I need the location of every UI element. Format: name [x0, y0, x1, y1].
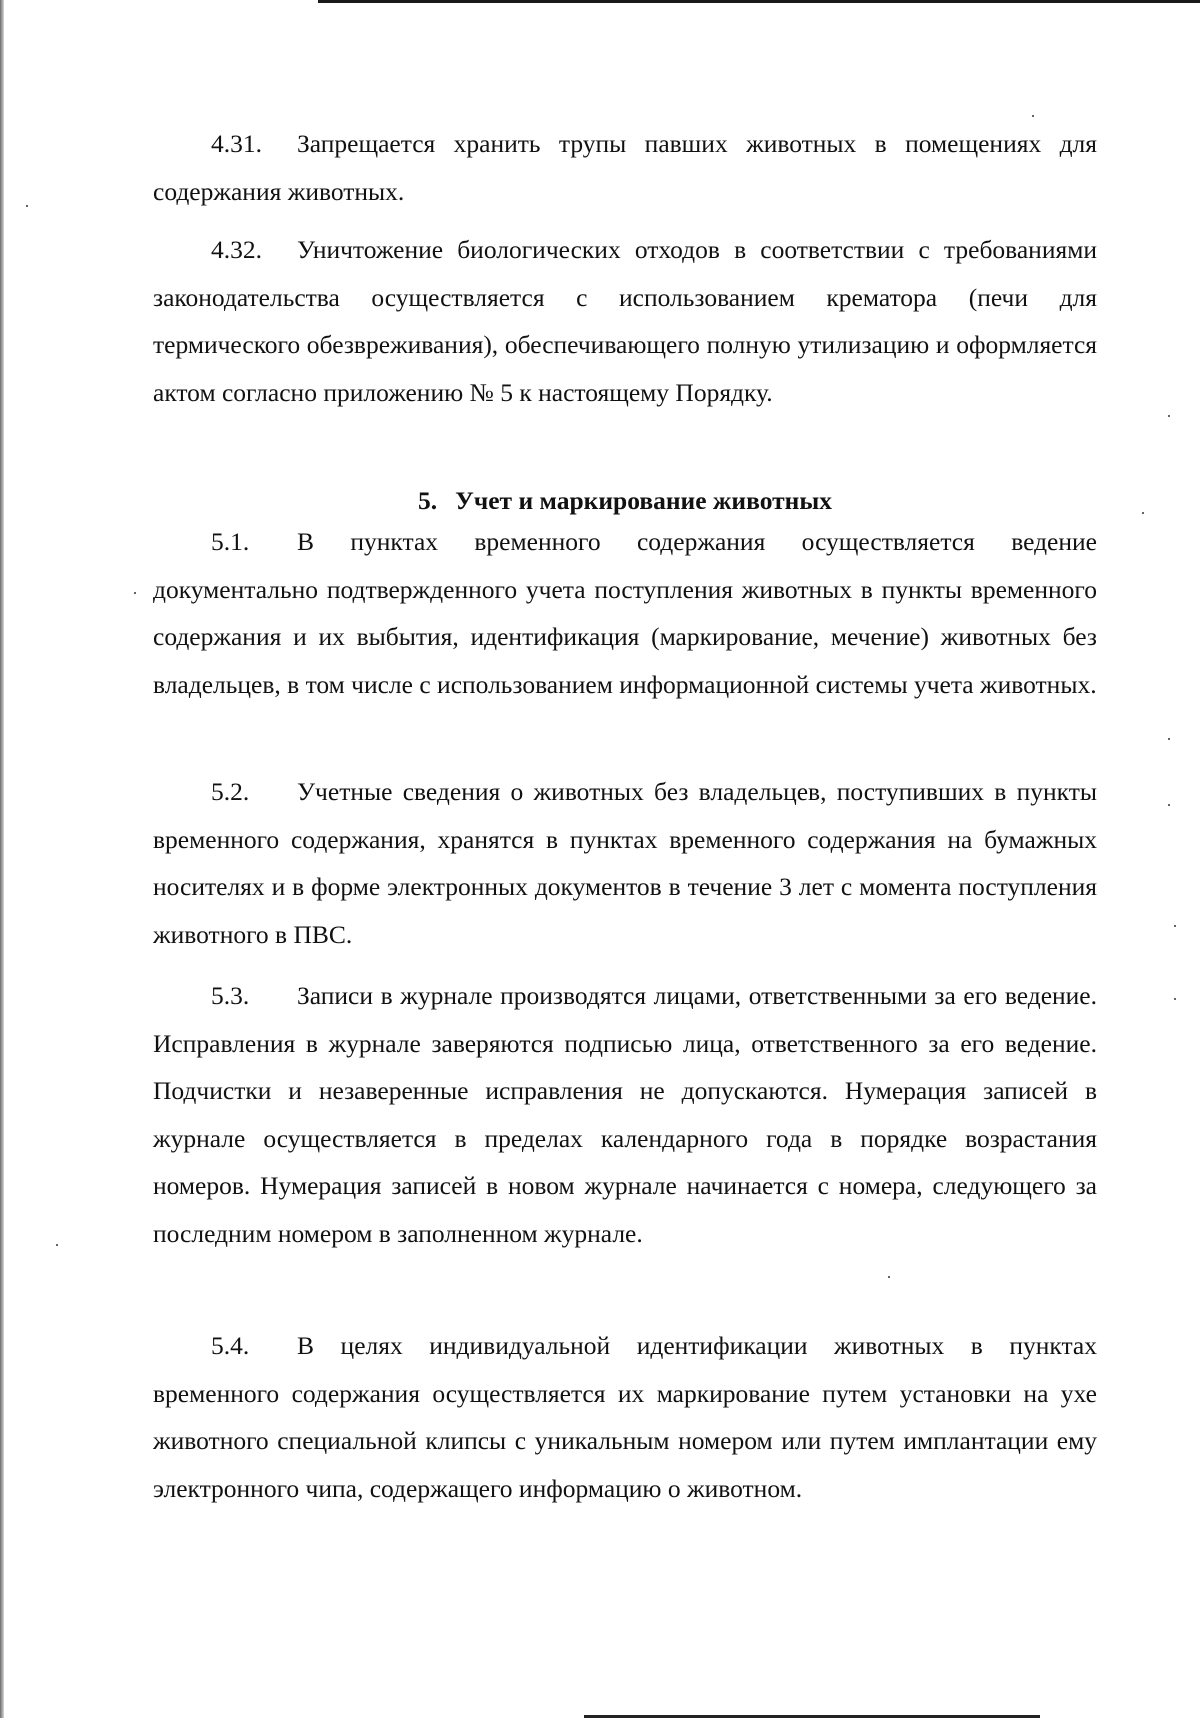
scan-speck	[1142, 512, 1144, 514]
paragraph-4-31	[153, 120, 1097, 215]
paragraph-text: В целях индивидуальной идентификации животных в пунктах временного содержания осуществляется их маркирование путем установки на ухе животного специальной клипсы с уникальным номером или путем имплантации ему электронного чипа, содержащего информацию о животном.	[153, 1331, 1097, 1503]
scan-top-line	[318, 0, 1200, 3]
paragraph-5-4	[153, 1322, 1097, 1512]
paragraph-text: Учетные сведения о животных без владельцев, поступивших в пункты временного содержания, хранятся в пунктах временного содержания на бумажных носителях и в форме электронных документов в течение 3 лет с момента поступления животного в ПВС.	[153, 777, 1097, 949]
paragraph-text: Запрещается хранить трупы павших животных в помещениях для содержания животных.	[153, 129, 1097, 206]
paragraph-number: 5.3.	[211, 981, 250, 1010]
scan-speck	[1168, 804, 1170, 806]
paragraph-4-32	[153, 226, 1097, 416]
paragraph-text: Уничтожение биологических отходов в соответствии с требованиями законодательства осуществляется с использованием крематора (печи для термического обезвреживания), обеспечивающего полную утилизацию и оформляется актом согласно приложению № 5 к настоящему Порядку.	[153, 235, 1097, 407]
paragraph-text: Записи в журнале производятся лицами, ответственными за его ведение. Исправления в журнале заверяются подписью лица, ответственного за его ведение. Подчистки и незаверенные исправления не допускаются. Нумерация записей в журнале осуществляется в пределах календарного года в порядке возрастания номеров. Нумерация записей в новом журнале начинается с номера, следующего за последним номером в заполненном журнале.	[153, 981, 1097, 1248]
paragraph-number: 5.4.	[211, 1331, 250, 1360]
scan-left-edge	[0, 0, 4, 1718]
scan-speck	[1174, 998, 1176, 1000]
paragraph-number: 4.31.	[211, 129, 262, 158]
scan-speck	[888, 1276, 890, 1278]
scan-speck	[1032, 115, 1034, 117]
section-title: Учет и маркирование животных	[455, 486, 832, 515]
paragraph-text: В пунктах временного содержания осуществляется ведение документально подтвержденного учета поступления животных в пункты временного содержания и их выбытия, идентификация (маркирование, мечение) животных без владельцев, в том числе с использованием информационной системы учета животных.	[153, 527, 1097, 699]
paragraph-number: 5.2.	[211, 777, 250, 806]
paragraph-5-3	[153, 972, 1097, 1257]
paragraph-number: 4.32.	[211, 235, 262, 264]
scan-speck	[1168, 415, 1170, 417]
scan-speck	[1168, 738, 1170, 740]
paragraph-number: 5.1.	[211, 527, 250, 556]
paragraph-5-2	[153, 768, 1097, 958]
scan-speck	[1174, 925, 1176, 927]
section-number: 5.	[418, 486, 438, 515]
section-heading	[153, 484, 1097, 518]
scan-speck	[26, 205, 28, 207]
scan-speck	[134, 592, 136, 594]
scan-speck	[56, 1244, 58, 1246]
paragraph-5-1	[153, 518, 1097, 708]
